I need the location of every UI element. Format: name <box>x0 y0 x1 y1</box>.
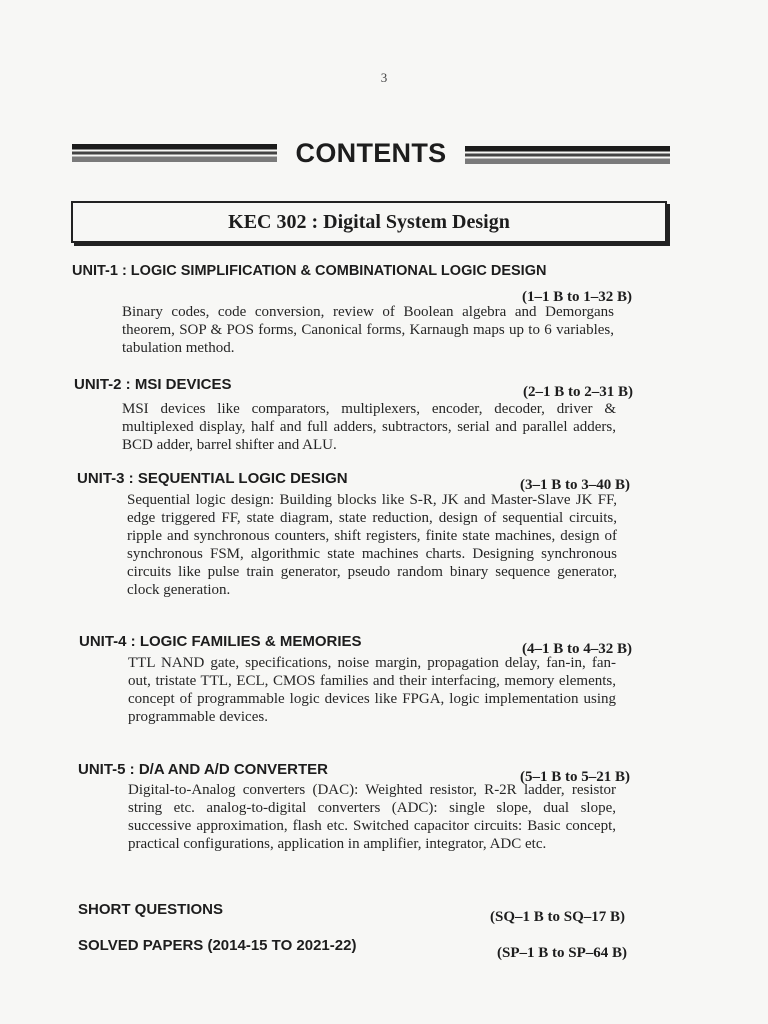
unit-title: UNIT-4 : LOGIC FAMILIES & MEMORIES <box>79 633 362 650</box>
unit-description: Binary codes, code conversion, review of Boolean algebra and Demorgans theorem, SOP & POS forms, Canonical forms, Karnaugh maps up to 6 variables, tabulation method. <box>122 304 614 356</box>
unit-title: UNIT-1 : LOGIC SIMPLIFICATION & COMBINATIONAL LOGIC DESIGN <box>72 263 547 279</box>
unit-page-range: (2–1 B to 2–31 B) <box>523 384 633 400</box>
course-title: KEC 302 : Digital System Design <box>228 211 510 233</box>
unit-title: UNIT-5 : D/A AND A/D CONVERTER <box>78 761 329 778</box>
page-number: 3 <box>380 70 388 85</box>
section-title: SHORT QUESTIONS <box>78 901 224 918</box>
unit-description: Digital-to-Analog converters (DAC): Weighted resistor, R-2R ladder, resistor string etc. analog-to-digital converters (ADC): single slope, dual slope, successive approximation, flash etc. Switched capacitor circuits: Basic concept, practical configurations, application in amplifier, integrator, ADC etc. <box>128 782 616 852</box>
unit-page-range: (5–1 B to 5–21 B) <box>520 769 630 785</box>
decorative-bar-right <box>465 146 670 164</box>
unit-title: UNIT-2 : MSI DEVICES <box>74 376 232 393</box>
section-page-range: (SQ–1 B to SQ–17 B) <box>490 909 626 925</box>
course-title-box <box>71 201 667 243</box>
unit-page-range: (3–1 B to 3–40 B) <box>520 477 630 493</box>
decorative-bar-left <box>72 144 277 162</box>
section-page-range: (SP–1 B to SP–64 B) <box>497 945 628 961</box>
contents-title: CONTENTS <box>295 138 447 168</box>
unit-description: MSI devices like comparators, multiplexers, encoder, decoder, driver & multiplexed display, half and full adders, subtractors, serial and parallel adders, BCD adder, barrel shifter and ALU. <box>122 401 616 453</box>
unit-description: TTL NAND gate, specifications, noise margin, propagation delay, fan-in, fan-out, tristate TTL, ECL, CMOS families and their interfacing, memory elements, concept of programmable logic devices like FPGA, logic implementation using programmable devices. <box>128 655 616 725</box>
unit-description: Sequential logic design: Building blocks like S-R, JK and Master-Slave JK FF, edge triggered FF, state diagram, state reduction, design of sequential circuits, ripple and synchronous counters, shift registers, finite state machines, design of synchronous FSM, algorithmic state machines charts. Designing synchronous circuits like pulse train generator, pseudo random binary sequence generator, clock generation. <box>127 492 617 598</box>
contents-header <box>72 138 670 174</box>
section-title: SOLVED PAPERS (2014-15 TO 2021-22) <box>78 937 357 954</box>
unit-page-range: (4–1 B to 4–32 B) <box>522 641 632 657</box>
unit-page-range: (1–1 B to 1–32 B) <box>522 289 632 305</box>
unit-title: UNIT-3 : SEQUENTIAL LOGIC DESIGN <box>77 470 348 487</box>
